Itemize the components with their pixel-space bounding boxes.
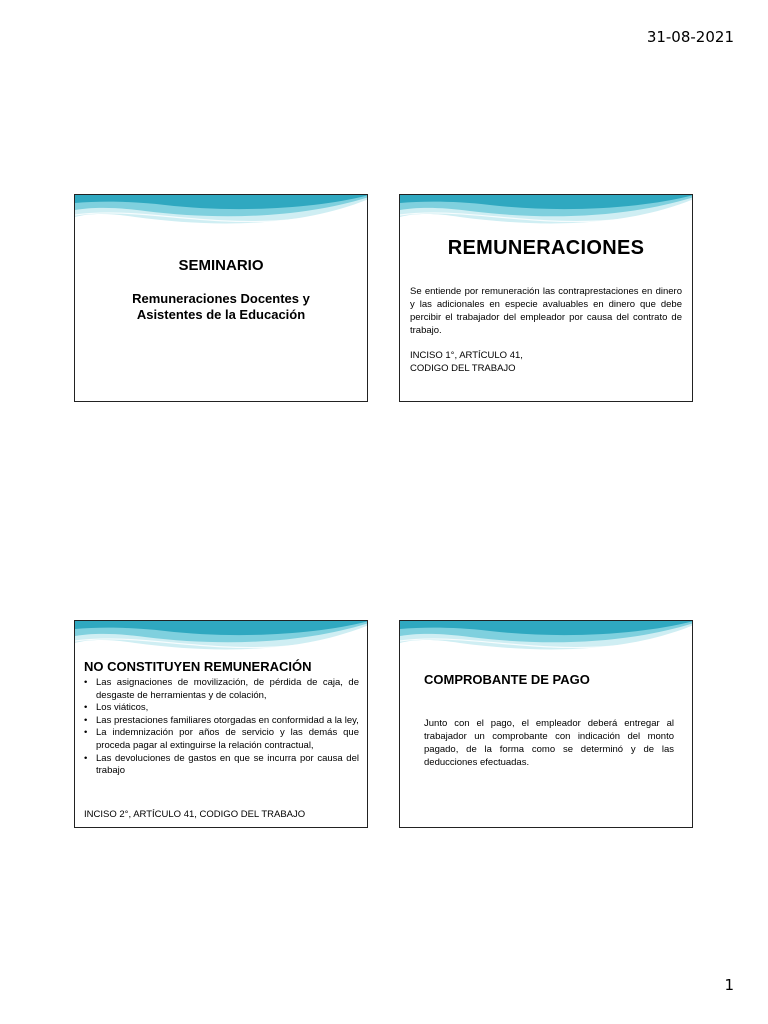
- slide-title: SEMINARIO: [178, 257, 264, 274]
- slide-no-constituyen-remuneracion: [74, 620, 368, 828]
- slide-seminario: [74, 194, 368, 402]
- slide-title: COMPROBANTE DE PAGO: [424, 672, 590, 687]
- page-number: 1: [724, 976, 734, 994]
- legal-reference-line1: INCISO 1°, ARTÍCULO 41,: [410, 350, 523, 361]
- slide-subtitle: Remuneraciones Docentes y Asistentes de la Educación: [132, 291, 310, 322]
- bullet-icon: •: [84, 677, 88, 688]
- bullet-icon: •: [84, 752, 88, 764]
- legal-reference: INCISO 2°, ARTÍCULO 41, CODIGO DEL TRABAJO: [84, 809, 306, 820]
- list-item: • La indemnización por años de servicio y las demás que proceda pagar al extinguirse la relación contractual,: [84, 727, 359, 751]
- slide-body: Se entiende por remuneración las contraprestaciones en dinero y las adicionales en especie avaluables en dinero que debe percibir el trabajador del empleador por causa del contrato de trabajo.: [410, 286, 682, 336]
- slide-title: REMUNERACIONES: [447, 237, 645, 259]
- slide-body: Junto con el pago, el empleador deberá entregar al trabajador un comprobante con indicación del monto pagado, de la forma como se determinó y de las deducciones efectuadas.: [424, 718, 674, 768]
- list-item: • Las devoluciones de gastos en que se incurra por causa del trabajo: [84, 752, 359, 777]
- list-item: • Las prestaciones familiares otorgadas en conformidad a la ley,: [84, 714, 359, 726]
- legal-reference-line2: CODIGO DEL TRABAJO: [410, 363, 516, 374]
- bullet-icon: •: [84, 714, 88, 726]
- legal-reference: [410, 349, 523, 375]
- list-item: • Los viáticos,: [84, 702, 149, 714]
- page-date: 31-08-2021: [646, 28, 734, 46]
- list-item: • Las asignaciones de movilización, de pérdida de caja, de desgaste de herramientas y de colación,: [84, 677, 359, 701]
- bullet-icon: •: [84, 727, 88, 739]
- slide-title: NO CONSTITUYEN REMUNERACIÓN: [84, 659, 312, 674]
- slide-comprobante-de-pago: [399, 620, 693, 828]
- bullet-icon: •: [84, 702, 88, 714]
- bullet-list: [84, 677, 359, 778]
- slide-remuneraciones: [399, 194, 693, 402]
